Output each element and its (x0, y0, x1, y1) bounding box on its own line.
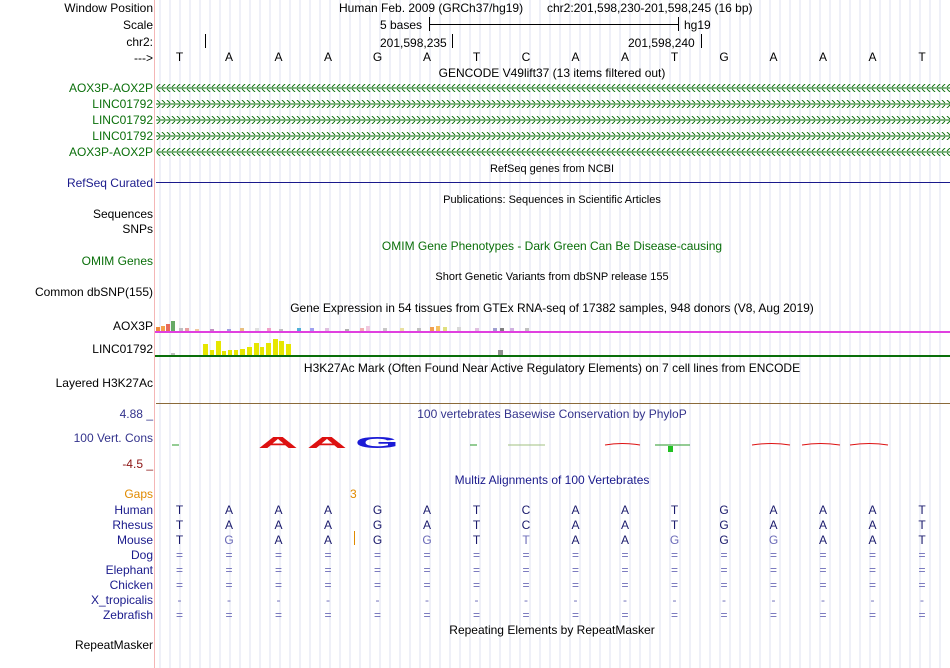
alignment-base: - (524, 593, 528, 607)
alignment-base: A (274, 533, 283, 547)
assembly-title: Human Feb. 2009 (GRCh37/hg19) (339, 1, 524, 15)
alignment-base: = (423, 563, 431, 577)
ruler-base: A (224, 50, 233, 64)
window-position-value: chr2:201,598,230-201,598,245 (16 bp) (547, 1, 753, 15)
alignment-base: = (670, 563, 678, 577)
alignment-base: T (918, 518, 926, 532)
alignment-base: = (225, 608, 233, 622)
alignment-base: = (175, 563, 183, 577)
logo-letter: A (307, 435, 349, 449)
alignment-base: = (819, 578, 827, 592)
alignment-base: - (177, 593, 182, 607)
scale-bases-text: 5 bases (380, 18, 423, 32)
ruler-tick (452, 34, 453, 48)
scale-bar (429, 17, 679, 31)
alignment-base: - (722, 593, 726, 607)
alignment-base: - (474, 593, 479, 607)
ruler-base: T (175, 50, 184, 64)
multiz-species-label[interactable]: Chicken (109, 578, 153, 592)
alignment-base: G (372, 533, 383, 547)
alignment-base: = (819, 548, 827, 562)
alignment-base: = (274, 608, 282, 622)
logo-letter: A (258, 435, 300, 449)
alignment-base: = (621, 608, 629, 622)
alignment-base: T (472, 518, 481, 532)
alignment-base: A (224, 518, 233, 532)
multiz-species-label[interactable]: Zebrafish (102, 608, 153, 622)
alignment-base: = (324, 548, 332, 562)
multiz-species-label[interactable]: Dog (130, 548, 153, 562)
alignment-base: = (274, 563, 282, 577)
multiz-species-label[interactable]: Elephant (105, 563, 153, 577)
alignment-base: = (522, 563, 530, 577)
alignment-base: = (225, 578, 233, 592)
gencode-gene-label[interactable]: LINC01792 (92, 97, 153, 111)
multiz-species-label[interactable]: X_tropicalis (90, 593, 153, 607)
alignment-base: A (571, 518, 580, 532)
alignment-base: = (472, 563, 480, 577)
alignment-base: T (175, 533, 184, 547)
alignment-base: A (422, 503, 431, 517)
ruler-base: C (521, 50, 531, 64)
alignment-base: = (522, 578, 530, 592)
ruler-base: A (769, 50, 778, 64)
alignment-base: A (868, 518, 877, 532)
alignment-base: = (373, 548, 381, 562)
snps-track-label[interactable]: SNPs (122, 222, 153, 236)
alignment-base: T (175, 503, 184, 517)
gencode-gene-label[interactable]: LINC01792 (92, 113, 153, 127)
multiz-track-title[interactable]: Multiz Alignments of 100 Vertebrates (454, 473, 650, 487)
gtex-track-title[interactable]: Gene Expression in 54 tissues from GTEx RNA-seq of 17382 samples, 948 donors (V8, Aug 2019) (290, 301, 814, 315)
alignment-base: = (423, 578, 431, 592)
ruler-base: A (571, 50, 580, 64)
refseq-gene-line[interactable] (156, 182, 950, 183)
alignment-base: = (373, 563, 381, 577)
alignment-base: = (423, 548, 431, 562)
gaps-label[interactable]: Gaps (124, 487, 153, 501)
alignment-base: G (372, 518, 383, 532)
window-position-label: Window Position (64, 1, 153, 15)
alignment-base: = (571, 608, 579, 622)
alignment-base: = (868, 608, 876, 622)
multiz-species-label[interactable]: Rhesus (112, 518, 153, 532)
alignment-base: - (771, 593, 776, 607)
mouse-gap-marker (354, 531, 355, 545)
gtex-expression-bars[interactable] (155, 316, 950, 360)
alignment-base: = (819, 563, 827, 577)
refseq-track-label[interactable]: RefSeq Curated (66, 176, 153, 190)
phylop-track-title[interactable]: 100 vertebrates Basewise Conservation by PhyloP (417, 407, 687, 421)
alignment-base: = (472, 578, 480, 592)
alignment-base: = (819, 608, 827, 622)
alignment-base: = (324, 578, 332, 592)
alignment-base: - (276, 593, 281, 607)
alignment-base: - (672, 593, 677, 607)
alignment-base: = (769, 608, 777, 622)
alignment-base: A (620, 518, 629, 532)
ruler-base: A (620, 50, 629, 64)
alignment-base: = (720, 563, 728, 577)
alignment-base: A (769, 518, 778, 532)
omim-track-label[interactable]: OMIM Genes (81, 254, 153, 268)
alignment-base: = (571, 548, 579, 562)
ruler-base: A (274, 50, 283, 64)
gencode-gene-label[interactable]: LINC01792 (92, 129, 153, 143)
alignment-base: G (719, 518, 729, 532)
phylop-track-label[interactable]: 100 Vert. Cons (73, 431, 153, 445)
alignment-base: = (472, 548, 480, 562)
gap-count[interactable]: 3 (350, 487, 357, 501)
ruler-base: T (918, 50, 926, 64)
alignment-base: T (670, 518, 679, 532)
scale-label: Scale (122, 18, 153, 32)
publications-track-title[interactable]: Publications: Sequences in Scientific Articles (443, 194, 661, 206)
multiz-species-label[interactable]: Mouse (116, 533, 153, 547)
gtex-aox3p-bars (156, 321, 529, 331)
alignment-base: = (621, 548, 629, 562)
alignment-base: G (719, 533, 729, 547)
alignment-base: - (870, 593, 875, 607)
chrom-label: chr2: (126, 35, 153, 49)
alignment-base: = (720, 608, 728, 622)
alignment-base: = (769, 578, 777, 592)
alignment-base: = (670, 578, 678, 592)
ruler-base: T (670, 50, 679, 64)
scale-db-text: hg19 (684, 18, 711, 32)
alignment-base: = (522, 608, 530, 622)
alignment-base: A (323, 518, 332, 532)
ruler-coord-2: 201,598,240 (628, 36, 695, 50)
alignment-base: A (323, 533, 332, 547)
alignment-base: = (621, 563, 629, 577)
ruler-tick (701, 34, 702, 48)
alignment-base: = (274, 548, 282, 562)
alignment-base: = (175, 578, 183, 592)
alignment-base: G (768, 533, 779, 547)
alignment-base: G (669, 533, 680, 547)
alignment-base: = (918, 608, 926, 622)
multiz-species-label[interactable]: Human (114, 503, 153, 517)
strand-arrow-label[interactable]: ---> (134, 51, 153, 65)
gencode-track-title[interactable]: GENCODE V49lift37 (13 items filtered out) (438, 66, 666, 80)
alignment-base: = (918, 548, 926, 562)
alignment-base: = (621, 578, 629, 592)
ruler-coord-1: 201,598,235 (380, 36, 447, 50)
alignment-base: - (227, 593, 231, 607)
alignment-base: = (720, 578, 728, 592)
ruler-base: A (868, 50, 877, 64)
alignment-base: A (868, 533, 877, 547)
alignment-base: = (225, 548, 233, 562)
alignment-base: T (472, 533, 481, 547)
alignment-base: = (373, 578, 381, 592)
ruler-base: A (422, 50, 431, 64)
alignment-base: = (720, 548, 728, 562)
omim-track-title[interactable]: OMIM Gene Phenotypes - Dark Green Can Be Disease-causing (381, 239, 723, 253)
dbsnp-track-title[interactable]: Short Genetic Variants from dbSNP release 155 (435, 271, 669, 283)
alignment-base: = (571, 578, 579, 592)
alignment-base: G (719, 503, 729, 517)
alignment-base: = (274, 578, 282, 592)
alignment-base: = (225, 563, 233, 577)
alignment-base: = (324, 608, 332, 622)
alignment-base: = (868, 548, 876, 562)
alignment-base: = (373, 608, 381, 622)
alignment-base: = (522, 548, 530, 562)
alignment-base: A (274, 518, 283, 532)
gencode-gene-features[interactable] (156, 80, 950, 160)
ruler-base: G (372, 50, 383, 64)
alignment-base: G (372, 503, 383, 517)
alignment-base: = (868, 563, 876, 577)
alignment-base: A (274, 503, 283, 517)
dbsnp-track-label[interactable]: Common dbSNP(155) (34, 285, 153, 299)
alignment-base: G (422, 533, 432, 547)
ruler-base: G (719, 50, 729, 64)
alignment-base: A (571, 533, 580, 547)
alignment-base: = (670, 548, 678, 562)
gtex-linc01792-bars (171, 339, 503, 355)
alignment-base: A (620, 503, 629, 517)
ruler-tick (205, 34, 206, 48)
alignment-base: T (670, 503, 679, 517)
repeatmasker-track-title[interactable]: Repeating Elements by RepeatMasker (449, 623, 655, 637)
repeatmasker-track-label[interactable]: RepeatMasker (74, 638, 153, 652)
alignment-base: = (472, 608, 480, 622)
ruler-base: A (818, 50, 827, 64)
alignment-base: = (175, 548, 183, 562)
alignment-base: = (769, 548, 777, 562)
alignment-base: A (323, 503, 332, 517)
alignment-base: A (769, 503, 778, 517)
alignment-base: A (422, 518, 431, 532)
alignment-base: C (521, 503, 531, 517)
alignment-base: = (423, 608, 431, 622)
alignment-base: T (175, 518, 184, 532)
logo-letter: G (355, 435, 399, 449)
alignment-base: - (425, 593, 429, 607)
alignment-base: - (821, 593, 825, 607)
alignment-base: A (818, 518, 827, 532)
alignment-base: - (623, 593, 627, 607)
h3k27ac-track-label[interactable]: Layered H3K27Ac (55, 376, 153, 390)
ruler-base: A (323, 50, 332, 64)
alignment-base: T (918, 503, 926, 517)
gencode-gene-label[interactable]: AOX3P-AOX2P (68, 81, 153, 95)
refseq-track-title[interactable]: RefSeq genes from NCBI (489, 163, 615, 175)
alignment-base: - (326, 593, 330, 607)
alignment-base: = (175, 608, 183, 622)
phylop-sequence-logo (254, 435, 406, 449)
alignment-base: G (224, 533, 234, 547)
alignment-base: A (571, 503, 580, 517)
gtex-gene-label[interactable]: LINC01792 (92, 342, 153, 356)
alignment-base: A (818, 533, 827, 547)
alignment-base: A (224, 503, 233, 517)
alignment-base: T (472, 503, 481, 517)
phylop-min-value: -4.5 _ (122, 457, 153, 471)
phylop-max-value: 4.88 _ (119, 407, 153, 421)
alignment-base: A (818, 503, 827, 517)
alignment-base: = (769, 563, 777, 577)
alignment-base: A (620, 533, 629, 547)
gtex-gene-label[interactable]: AOX3P (112, 319, 153, 333)
alignment-base: = (918, 578, 926, 592)
alignment-base: = (324, 563, 332, 577)
sequences-track-label[interactable]: Sequences (92, 207, 153, 221)
h3k27ac-baseline (156, 403, 950, 404)
alignment-base: = (918, 563, 926, 577)
gencode-gene-label[interactable]: AOX3P-AOX2P (68, 145, 153, 159)
alignment-base: - (920, 593, 924, 607)
alignment-base: = (571, 563, 579, 577)
alignment-base: = (670, 608, 678, 622)
h3k27ac-track-title[interactable]: H3K27Ac Mark (Often Found Near Active Regulatory Elements) on 7 cell lines from ENCODE (303, 361, 801, 375)
alignment-base: T (522, 533, 530, 547)
alignment-base: - (375, 593, 380, 607)
alignment-base: - (573, 593, 578, 607)
alignment-base: C (521, 518, 531, 532)
ruler-base: T (472, 50, 481, 64)
alignment-base: = (868, 578, 876, 592)
alignment-base: A (868, 503, 877, 517)
alignment-base: T (918, 533, 926, 547)
